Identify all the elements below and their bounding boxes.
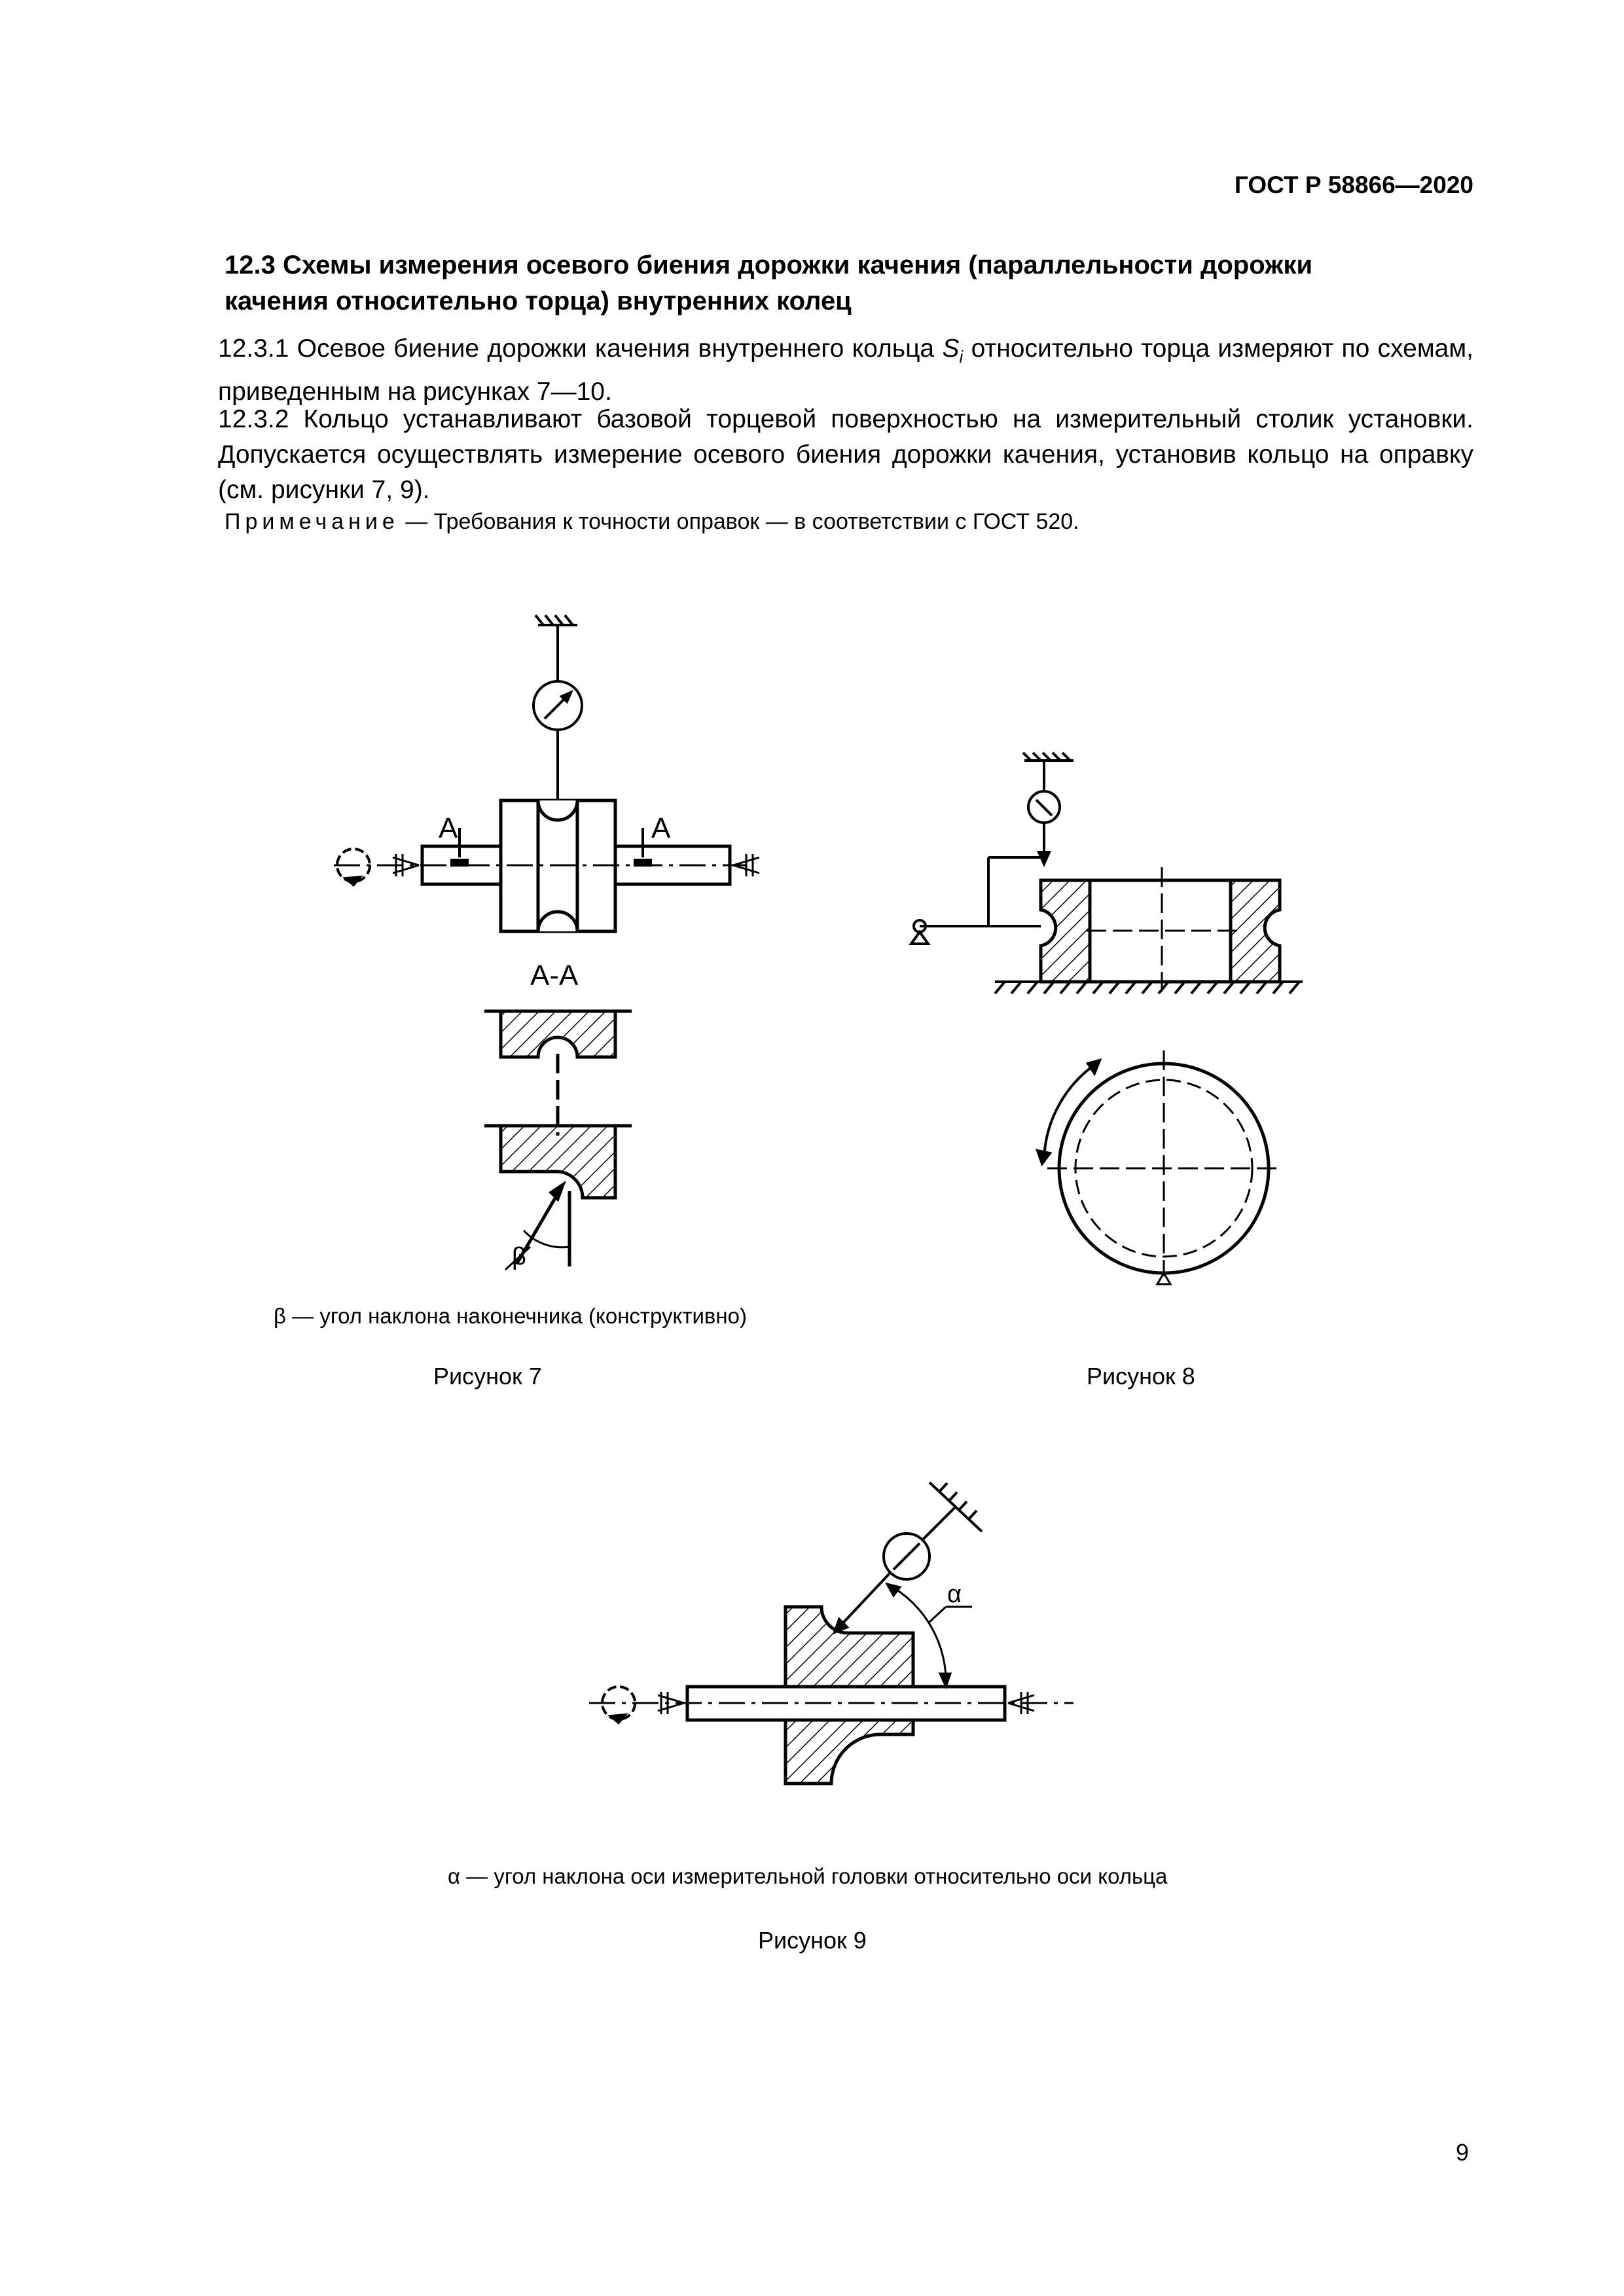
paragraph-12-3-1-text-end: относительно торца измеряют по схемам, приведенным на рисунках 7—10.: [218, 334, 1473, 406]
figure-9-label: Рисунок 9: [758, 1927, 867, 1954]
measuring-table: [995, 982, 1303, 994]
fixed-mount-icon: [535, 615, 577, 681]
fixed-mount-icon: [1023, 753, 1074, 792]
section-heading: 12.3 Схемы измерения осевого биения дорожки качения (параллельности дорожки качения относительно торца) внутренних колец: [225, 251, 1313, 315]
paragraph-12-3-1-text-start: 12.3.1 Осевое биение дорожки качения внутреннего кольца: [218, 334, 943, 363]
note-label: Примечание: [225, 509, 399, 534]
lever-arm: [911, 857, 1044, 944]
note-text: — Требования к точности оправок — в соответствии с ГОСТ 520.: [399, 509, 1079, 534]
rotation-icon: [337, 849, 370, 885]
section-mark-left: [452, 860, 467, 865]
ring-section: [1041, 867, 1280, 995]
figure-9-diagram: [583, 1466, 1080, 1806]
symbol-s-subscript: i: [959, 346, 964, 367]
document-id: ГОСТ Р 58866—2020: [1234, 171, 1473, 198]
figure-7-label: Рисунок 7: [433, 1363, 542, 1390]
section-mark-right: [635, 860, 651, 865]
dial-indicator-icon: [1028, 791, 1060, 864]
figure-8-diagram: [897, 740, 1316, 1289]
ring-plan-view: [1047, 1050, 1280, 1284]
section-view-lower: [484, 1126, 632, 1270]
note: [225, 509, 1079, 535]
section-label-right: A: [651, 812, 671, 844]
dial-indicator-icon: [835, 1534, 929, 1632]
figure-8-label: Рисунок 8: [1087, 1363, 1195, 1390]
left-center-icon: [393, 854, 419, 876]
paragraph-12-3-2: 12.3.2 Кольцо устанавливают базовой торцевой поверхностью на измерительный столик установки. Допускается осуществлять измерение осевого биения дорожки качения, установив кольцо на оправку (см. рисунки 7, 9).: [218, 405, 1473, 504]
rotation-icon: [602, 1687, 635, 1723]
figure-9-caption: α — угол наклона оси измерительной головки относительно оси кольца: [448, 1864, 1168, 1888]
ring-on-mandrel: [687, 1607, 1005, 1784]
section-title: А-А: [530, 960, 579, 992]
figure-7-diagram: [314, 609, 799, 1302]
figure-7-caption: β — угол наклона наконечника (конструктивно): [274, 1304, 747, 1328]
rotation-arrow-icon: [1038, 1060, 1100, 1164]
section-label-left: A: [439, 812, 458, 844]
section-view-upper: [484, 1011, 632, 1136]
angle-alpha-label: α: [947, 1581, 962, 1608]
symbol-s: S: [942, 334, 960, 363]
paragraph-12-3-1: [218, 331, 1473, 410]
page-number: 9: [1456, 2139, 1470, 2166]
angle-beta-label: β: [512, 1243, 526, 1270]
